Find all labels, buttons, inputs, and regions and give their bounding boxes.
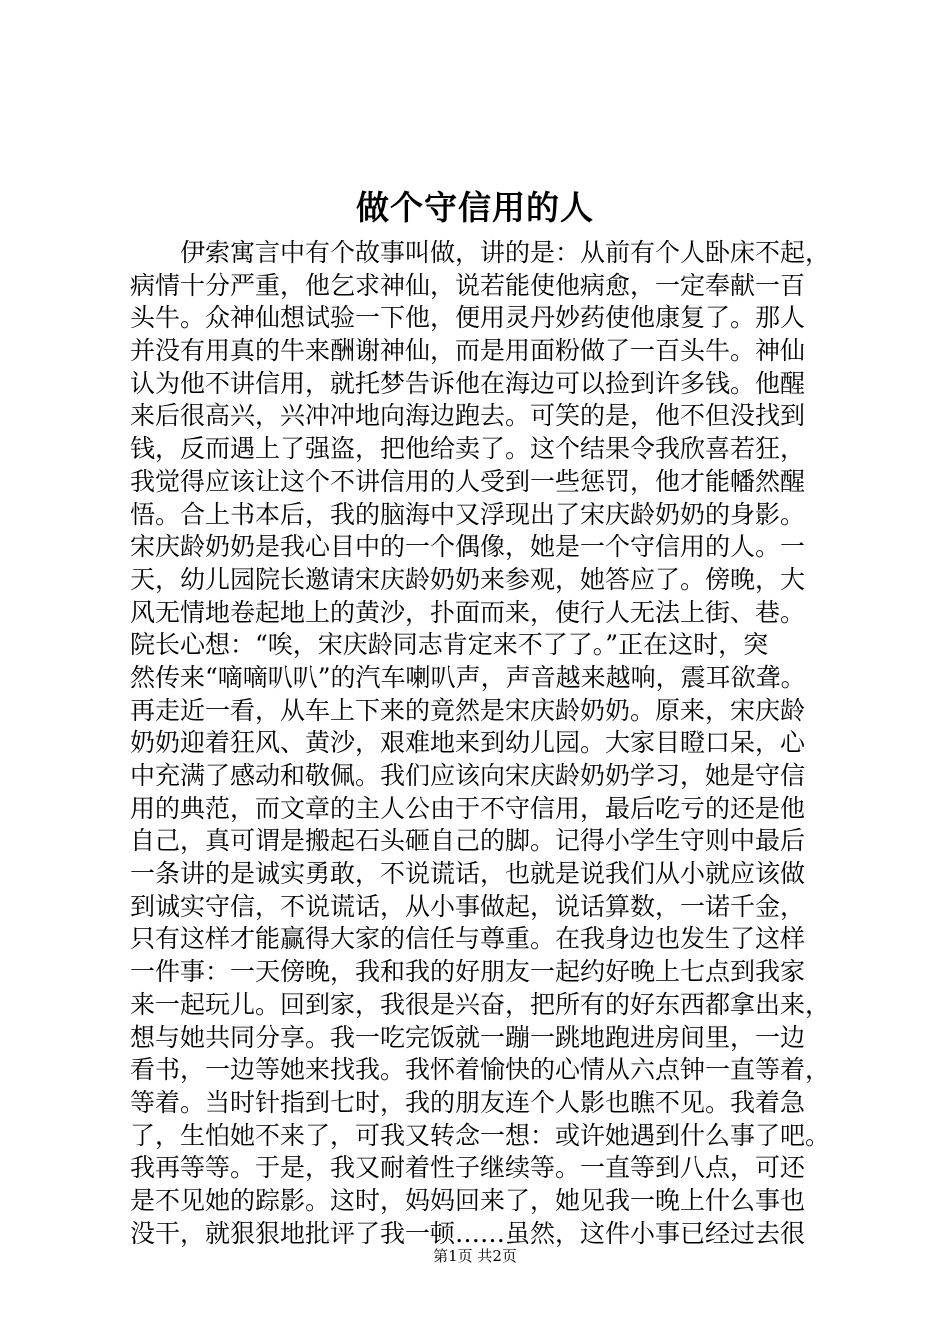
body-text-line: 一件事：一天傍晚，我和我的好朋友一起约好晚上七点到我家 <box>130 957 806 987</box>
body-text-line: 奶奶迎着狂风、黄沙，艰难地来到幼儿园。大家目瞪口呆，心 <box>130 728 806 758</box>
body-text-line: 没干，就狠狠地批评了我一顿……虽然，这件小事已经过去很 <box>130 1218 806 1248</box>
page-number-footer: 第1页 共2页 <box>433 1247 517 1265</box>
body-text-line: 再走近一看，从车上下来的竟然是宋庆龄奶奶。原来，宋庆龄 <box>130 695 806 725</box>
body-text-line: 到诚实守信，不说谎话，从小事做起，说话算数，一诺千金， <box>130 891 806 921</box>
body-text-line: 并没有用真的牛来酬谢神仙，而是用面粉做了一百头牛。神仙 <box>130 336 806 366</box>
body-text-line: 了，生怕她不来了，可我又转念一想：或许她遇到什么事了吧。 <box>130 1120 831 1150</box>
body-text-line: 认为他不讲信用，就托梦告诉他在海边可以捡到许多钱。他醒 <box>130 368 806 398</box>
body-text-line: 钱，反而遇上了强盗，把他给卖了。这个结果令我欣喜若狂， <box>130 434 806 464</box>
body-text-line: 是不见她的踪影。这时，妈妈回来了，她见我一晚上什么事也 <box>130 1185 806 1215</box>
body-text-line: 等着。当时针指到七时，我的朋友连个人影也瞧不见。我着急 <box>130 1087 806 1117</box>
body-text-line: 我觉得应该让这个不讲信用的人受到一些惩罚，他才能幡然醒 <box>130 466 806 496</box>
body-text-line: 我再等等。于是，我又耐着性子继续等。一直等到八点，可还 <box>130 1153 806 1183</box>
body-text-line: 自己，真可谓是搬起石头砸自己的脚。记得小学生守则中最后 <box>130 826 806 856</box>
body-text-line: 用的典范，而文章的主人公由于不守信用，最后吃亏的还是他 <box>130 793 806 823</box>
body-text-line: 然传来“嘀嘀叭叭”的汽车喇叭声，声音越来越响，震耳欲聋。 <box>130 662 806 692</box>
body-text-line: 天，幼儿园院长邀请宋庆龄奶奶来参观，她答应了。傍晚，大 <box>130 564 806 594</box>
body-text-line: 头牛。众神仙想试验一下他，便用灵丹妙药使他康复了。那人 <box>130 303 806 333</box>
body-text-line: 看书，一边等她来找我。我怀着愉快的心情从六点钟一直等着， <box>130 1055 831 1085</box>
body-text-line: 院长心想：“唉，宋庆龄同志肯定来不了了。”正在这时，突 <box>130 630 769 660</box>
body-text-line: 病情十分严重，他乞求神仙，说若能使他病愈，一定奉献一百 <box>130 270 806 300</box>
body-text-line: 来后很高兴，兴冲冲地向海边跑去。可笑的是，他不但没找到 <box>130 401 806 431</box>
body-text-line: 宋庆龄奶奶是我心目中的一个偶像，她是一个守信用的人。一 <box>130 532 806 562</box>
body-text-line: 一条讲的是诚实勇敢，不说谎话，也就是说我们从小就应该做 <box>130 859 806 889</box>
body-text-line: 想与她共同分享。我一吃完饭就一蹦一跳地跑进房间里，一边 <box>130 1022 806 1052</box>
body-text-line: 中充满了感动和敬佩。我们应该向宋庆龄奶奶学习，她是守信 <box>130 761 806 790</box>
document-title: 做个守信用的人 <box>356 188 594 227</box>
body-text-line: 悟。合上书本后，我的脑海中又浮现出了宋庆龄奶奶的身影。 <box>130 499 806 529</box>
body-text-line: 来一起玩儿。回到家，我很是兴奋，把所有的好东西都拿出来， <box>130 989 831 1019</box>
body-text-line: 只有这样才能赢得大家的信任与尊重。在我身边也发生了这样 <box>130 924 806 954</box>
document-body <box>130 237 860 1250</box>
body-text-line: 风无情地卷起地上的黄沙，扑面而来，使行人无法上街、巷。 <box>130 597 806 627</box>
body-text-line: 伊索寓言中有个故事叫做，讲的是：从前有个人卧床不起， <box>130 238 831 267</box>
